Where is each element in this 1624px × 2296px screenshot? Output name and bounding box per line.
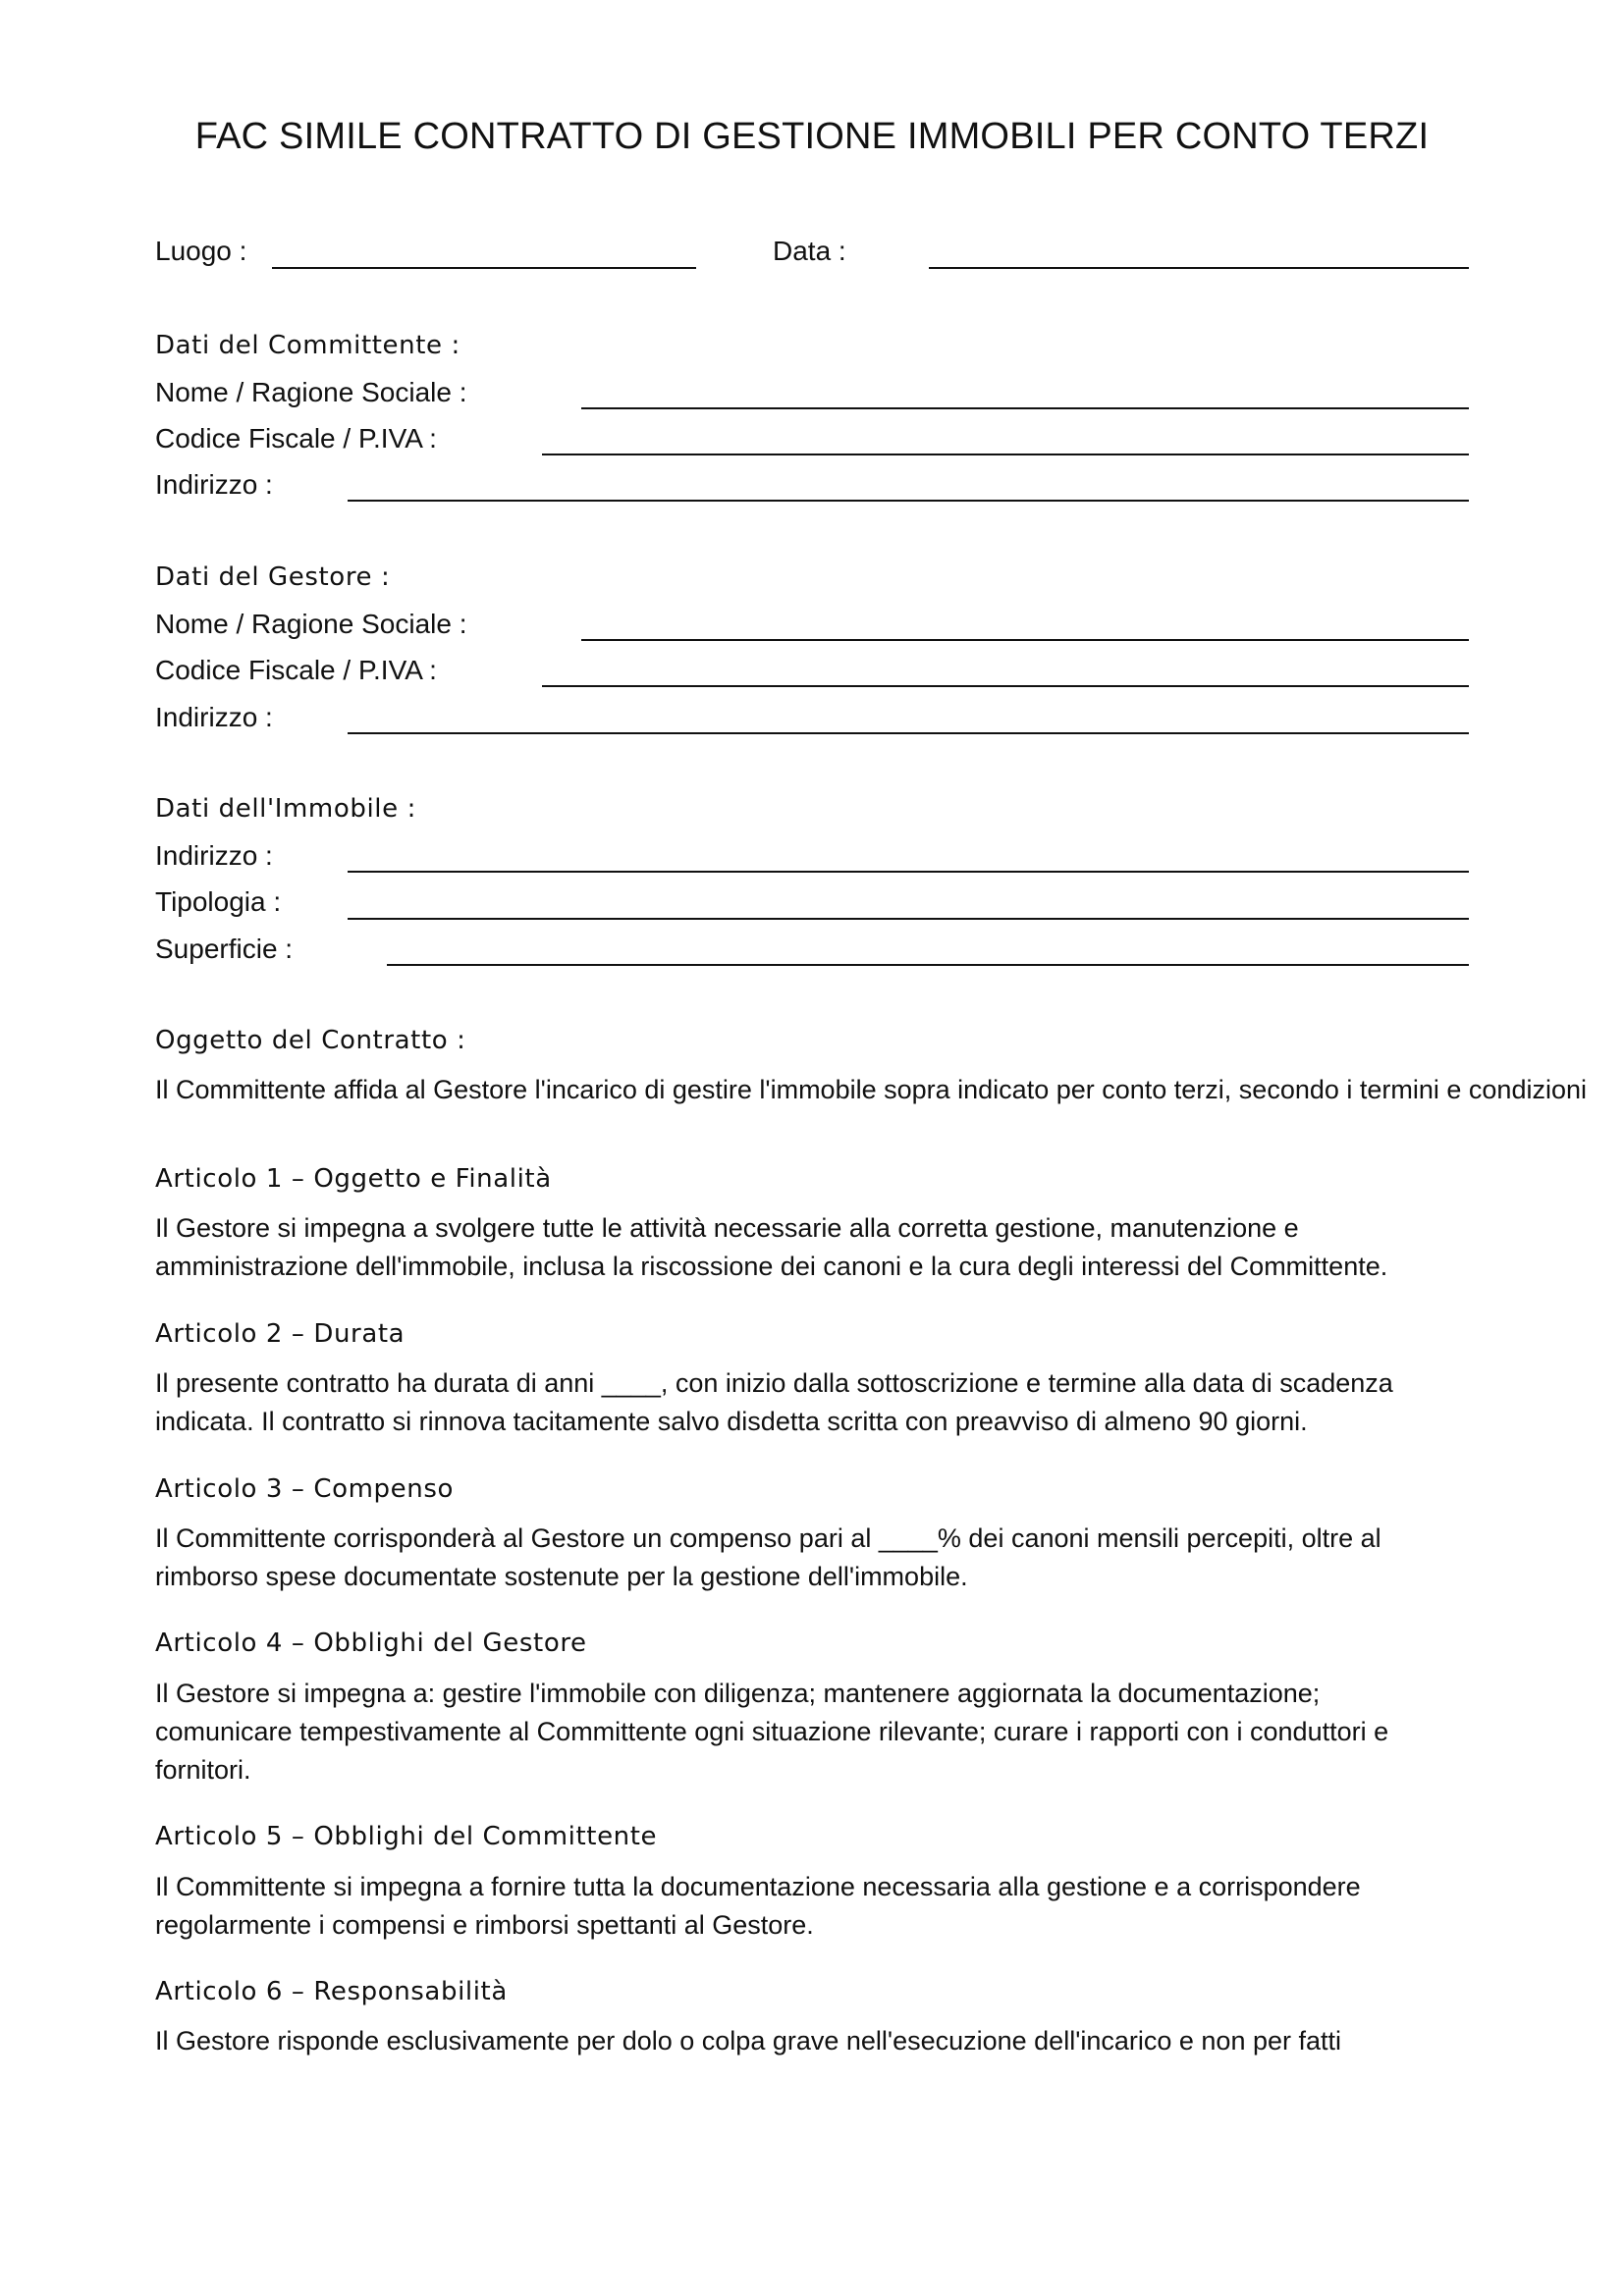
article-4-heading: Articolo 4 – Obblighi del Gestore — [155, 1629, 587, 1658]
immobile-indirizzo-field[interactable] — [348, 871, 1469, 873]
article-4-line-2: comunicare tempestivamente al Committente ogni situazione rilevante; curare i rapporti con i conduttori e — [155, 1717, 1389, 1746]
document-title: FAC SIMILE CONTRATTO DI GESTIONE IMMOBILI PER CONTO TERZI — [194, 116, 1430, 157]
gestore-cf-label: Codice Fiscale / P.IVA : — [155, 655, 437, 685]
committente-cf-field[interactable] — [542, 454, 1469, 455]
article-3-heading: Articolo 3 – Compenso — [155, 1474, 454, 1504]
article-1-heading: Articolo 1 – Oggetto e Finalità — [155, 1164, 552, 1194]
article-4-line-3: fornitori. — [155, 1755, 251, 1785]
article-6-line-1: Il Gestore risponde esclusivamente per dolo o colpa grave nell'esecuzione dell'incarico e non per fatti — [155, 2026, 1341, 2056]
article-2-line-1: Il presente contratto ha durata di anni ____, con inizio dalla sottoscrizione e termine alla data di scadenza — [155, 1368, 1393, 1398]
gestore-nome-label: Nome / Ragione Sociale : — [155, 609, 467, 639]
committente-indirizzo-field[interactable] — [348, 500, 1469, 502]
data-label: Data : — [773, 236, 846, 266]
oggetto-heading: Oggetto del Contratto : — [155, 1026, 466, 1055]
committente-heading: Dati del Committente : — [155, 331, 460, 360]
article-1-line-2: amministrazione dell'immobile, inclusa la riscossione dei canoni e la cura degli interessi del Committente. — [155, 1252, 1388, 1281]
committente-nome-label: Nome / Ragione Sociale : — [155, 377, 467, 407]
luogo-field[interactable] — [272, 267, 696, 269]
gestore-indirizzo-label: Indirizzo : — [155, 702, 273, 732]
immobile-indirizzo-label: Indirizzo : — [155, 840, 273, 871]
article-5-line-1: Il Committente si impegna a fornire tutta la documentazione necessaria alla gestione e a corrispondere — [155, 1872, 1361, 1901]
immobile-tipologia-field[interactable] — [348, 918, 1469, 920]
gestore-nome-field[interactable] — [581, 639, 1469, 641]
immobile-heading: Dati dell'Immobile : — [155, 794, 416, 824]
immobile-superficie-label: Superficie : — [155, 934, 294, 964]
immobile-tipologia-label: Tipologia : — [155, 886, 282, 917]
article-2-heading: Articolo 2 – Durata — [155, 1319, 406, 1349]
data-field[interactable] — [929, 267, 1469, 269]
article-5-heading: Articolo 5 – Obblighi del Committente — [155, 1822, 658, 1851]
article-3-line-2: rimborso spese documentate sostenute per la gestione dell'immobile. — [155, 1562, 968, 1591]
gestore-cf-field[interactable] — [542, 685, 1469, 687]
immobile-superficie-field[interactable] — [387, 964, 1469, 966]
gestore-indirizzo-field[interactable] — [348, 732, 1469, 734]
committente-indirizzo-label: Indirizzo : — [155, 469, 273, 500]
article-2-line-2: indicata. Il contratto si rinnova tacitamente salvo disdetta scritta con preavviso di almeno 90 giorni. — [155, 1407, 1308, 1436]
article-5-line-2: regolarmente i compensi e rimborsi spettanti al Gestore. — [155, 1910, 814, 1940]
article-4-line-1: Il Gestore si impegna a: gestire l'immobile con diligenza; mantenere aggiornata la documentazione; — [155, 1679, 1321, 1708]
committente-nome-field[interactable] — [581, 407, 1469, 409]
article-3-line-1: Il Committente corrisponderà al Gestore un compenso pari al ____% dei canoni mensili percepiti, oltre al — [155, 1523, 1381, 1553]
luogo-label: Luogo : — [155, 236, 247, 266]
gestore-heading: Dati del Gestore : — [155, 562, 391, 592]
committente-cf-label: Codice Fiscale / P.IVA : — [155, 423, 437, 454]
oggetto-text: Il Committente affida al Gestore l'incarico di gestire l'immobile sopra indicato per conto terzi, secondo i termini e condizioni — [155, 1075, 1587, 1104]
article-6-heading: Articolo 6 – Responsabilità — [155, 1977, 508, 2006]
article-1-line-1: Il Gestore si impegna a svolgere tutte le attività necessarie alla corretta gestione, manutenzione e — [155, 1213, 1299, 1243]
